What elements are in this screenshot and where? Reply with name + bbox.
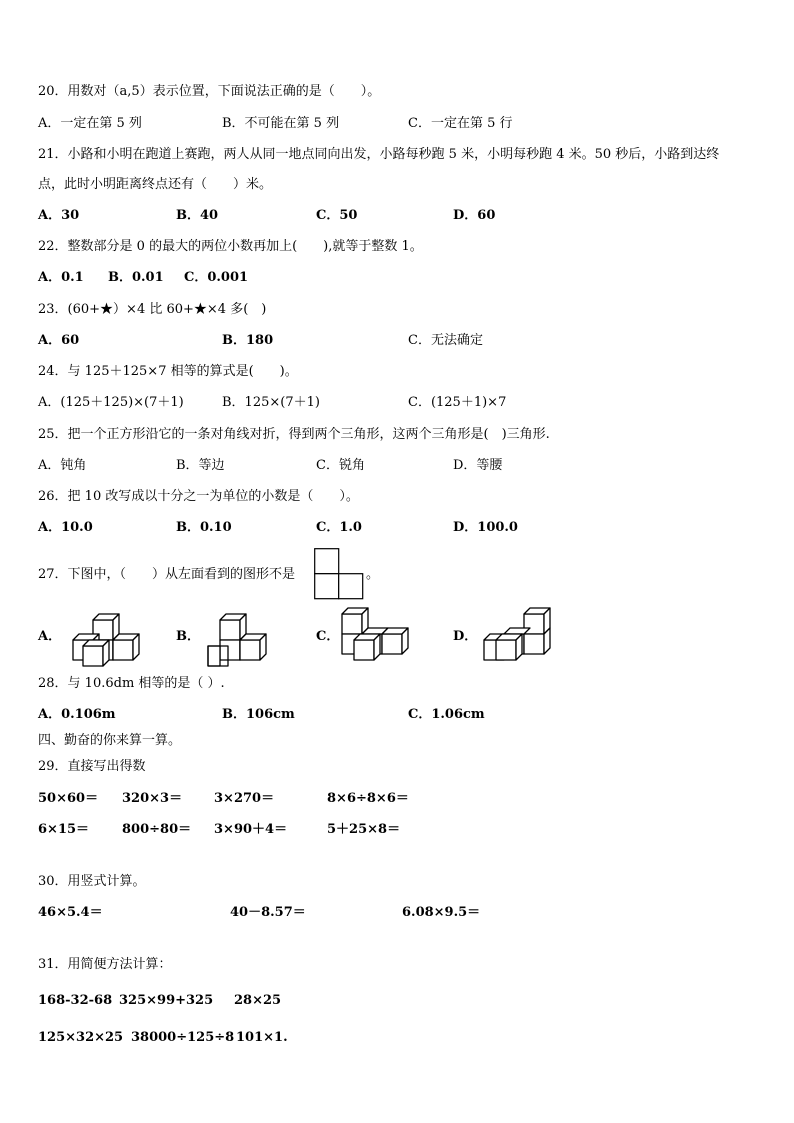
- q29-r2-4[interactable]: 5＋25×8＝: [327, 822, 401, 837]
- q28-option-a[interactable]: A．0.106m: [38, 707, 116, 722]
- q25-option-b[interactable]: B．等边: [176, 458, 225, 473]
- q27-option-b-label[interactable]: B．: [176, 629, 200, 644]
- q28-option-b[interactable]: B．106cm: [222, 707, 295, 722]
- q21-stem-line1: 21．小路和小明在跑道上赛跑，两人从同一地点同向出发，小路每秒跑 5 米，小明每秒跑 4 米。50 秒后，小路到达终: [38, 147, 720, 162]
- q31-r1-1[interactable]: 168-32-68: [38, 993, 113, 1008]
- q31-r2-2[interactable]: 38000÷125÷8: [131, 1030, 235, 1045]
- q29-r2-2[interactable]: 800÷80＝: [122, 822, 192, 837]
- q26-option-c[interactable]: C．1.0: [316, 520, 362, 535]
- q29-r1-2[interactable]: 320×3＝: [122, 791, 183, 806]
- q23-option-b[interactable]: B．180: [222, 333, 274, 348]
- q21-option-d[interactable]: D．60: [453, 208, 496, 223]
- q20-option-a[interactable]: A．一定在第 5 列: [38, 116, 142, 131]
- q21-option-b[interactable]: B．40: [176, 208, 219, 223]
- q27-option-a-cubes[interactable]: [66, 612, 142, 664]
- q29-r1-4[interactable]: 8×6÷8×6＝: [327, 791, 409, 806]
- q27-option-d-cubes[interactable]: [480, 604, 560, 664]
- q29-r2-3[interactable]: 3×90＋4＝: [214, 822, 288, 837]
- q21-stem-line2: 点，此时小明距离终点还有（ ）米。: [38, 177, 273, 192]
- left-view-figure: [314, 548, 364, 600]
- q27-option-c-label[interactable]: C．: [316, 629, 340, 644]
- q21-option-a[interactable]: A．30: [38, 208, 80, 223]
- q26-stem: 26．把 10 改写成以十分之一为单位的小数是（ ）。: [38, 489, 359, 504]
- q31-r2-1[interactable]: 125×32×25: [38, 1030, 124, 1045]
- q23-option-c[interactable]: C．无法确定: [408, 333, 483, 348]
- q22-stem: 22．整数部分是 0 的最大的两位小数再加上( ),就等于整数 1。: [38, 239, 423, 254]
- q23-option-a[interactable]: A．60: [38, 333, 80, 348]
- q27-option-c-cubes[interactable]: [338, 604, 418, 664]
- q22-option-b[interactable]: B．0.01: [108, 270, 164, 285]
- q30-stem: 30．用竖式计算。: [38, 874, 146, 889]
- q23-stem: 23．(60+★）×4 比 60+★×4 多( ): [38, 302, 267, 317]
- q25-stem: 25．把一个正方形沿它的一条对角线对折，得到两个三角形，这两个三角形是( )三角形.: [38, 427, 550, 442]
- q29-r2-1[interactable]: 6×15＝: [38, 822, 90, 837]
- q20-option-b[interactable]: B．不可能在第 5 列: [222, 116, 340, 131]
- q28-stem: 28．与 10.6dm 相等的是（ ）.: [38, 676, 225, 691]
- q24-stem: 24．与 125＋125×7 相等的算式是( )。: [38, 364, 298, 379]
- q20-stem: 20．用数对（a,5）表示位置，下面说法正确的是（ ）。: [38, 84, 381, 99]
- q28-option-c[interactable]: C．1.06cm: [408, 707, 485, 722]
- q27-stem: 27．下图中，（ ）从左面看到的图形不是: [38, 567, 296, 582]
- q20-option-c[interactable]: C．一定在第 5 行: [408, 116, 513, 131]
- q31-stem: 31．用简便方法计算：: [38, 957, 172, 972]
- q25-option-d[interactable]: D．等腰: [453, 458, 503, 473]
- q29-r1-3[interactable]: 3×270＝: [214, 791, 275, 806]
- q25-option-c[interactable]: C．锐角: [316, 458, 365, 473]
- q30-item-1[interactable]: 46×5.4＝: [38, 905, 103, 920]
- q31-r2-3[interactable]: 101×1.: [236, 1030, 288, 1045]
- q29-stem: 29．直接写出得数: [38, 759, 146, 774]
- q27-option-d-label[interactable]: D．: [453, 629, 478, 644]
- q22-option-a[interactable]: A．0.1: [38, 270, 84, 285]
- q24-option-c[interactable]: C．(125＋1)×7: [408, 395, 507, 410]
- section-4-title: 四、勤奋的你来算一算。: [38, 733, 182, 748]
- q26-option-b[interactable]: B．0.10: [176, 520, 232, 535]
- q21-option-c[interactable]: C．50: [316, 208, 358, 223]
- q24-option-a[interactable]: A．(125＋125)×(7＋1): [38, 395, 184, 410]
- q24-option-b[interactable]: B．125×(7＋1): [222, 395, 320, 410]
- q26-option-a[interactable]: A．10.0: [38, 520, 93, 535]
- q25-option-a[interactable]: A．钝角: [38, 458, 87, 473]
- q26-option-d[interactable]: D．100.0: [453, 520, 518, 535]
- q22-option-c[interactable]: C．0.001: [184, 270, 249, 285]
- q27-option-b-cubes[interactable]: [204, 612, 280, 664]
- q27-option-a-label[interactable]: A．: [38, 629, 62, 644]
- q31-r1-2[interactable]: 325×99+325: [119, 993, 214, 1008]
- q29-r1-1[interactable]: 50×60＝: [38, 791, 99, 806]
- q30-item-2[interactable]: 40－8.57＝: [230, 905, 306, 920]
- q30-item-3[interactable]: 6.08×9.5＝: [402, 905, 481, 920]
- q27-stem-end: 。: [366, 567, 380, 582]
- q31-r1-3[interactable]: 28×25: [234, 993, 282, 1008]
